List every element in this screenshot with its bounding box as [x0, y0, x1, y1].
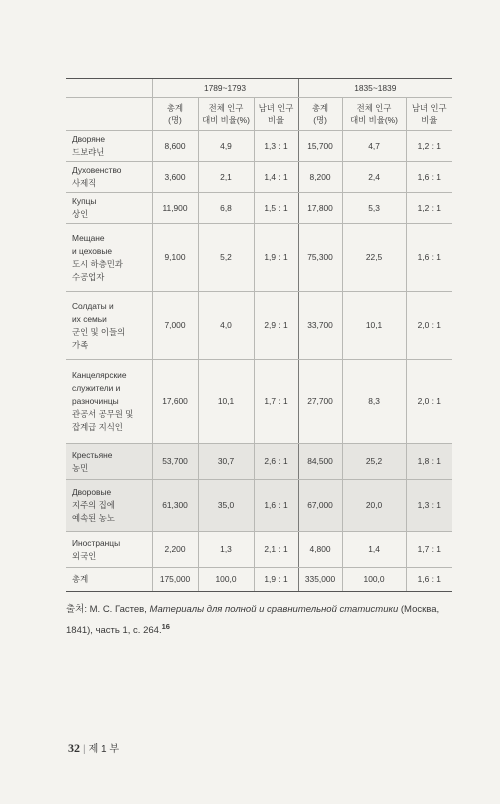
- table-cell: 10,1: [198, 360, 254, 444]
- table-cell: 8,200: [298, 162, 342, 193]
- table-cell: 15,700: [298, 131, 342, 162]
- total-label: 총계: [66, 568, 152, 592]
- total-cell: 1,9 : 1: [254, 568, 298, 592]
- row-label-russian: Крестьяне: [72, 449, 113, 460]
- table-cell: 67,000: [298, 480, 342, 532]
- table-cell: 30,7: [198, 444, 254, 480]
- table-cell: 25,2: [342, 444, 406, 480]
- row-label: [66, 131, 152, 162]
- row-label-korean: 도시 하층민과 수공업자: [72, 258, 123, 282]
- table-cell: 1,3 : 1: [406, 480, 452, 532]
- table-cell: 1,6 : 1: [254, 480, 298, 532]
- table-cell: 2,4: [342, 162, 406, 193]
- column-header: 총계 (명): [152, 98, 198, 131]
- part-label: 제 1 부: [88, 744, 120, 755]
- corner-cell: [66, 98, 152, 131]
- total-cell: 175,000: [152, 568, 198, 592]
- row-label: [66, 532, 152, 568]
- row-label: [66, 193, 152, 224]
- total-cell: 100,0: [198, 568, 254, 592]
- table-cell: 1,3: [198, 532, 254, 568]
- row-label: [66, 480, 152, 532]
- table-cell: 9,100: [152, 224, 198, 292]
- table-cell: 33,700: [298, 292, 342, 360]
- row-label: [66, 444, 152, 480]
- footnote-marker: 16: [161, 622, 170, 631]
- table-cell: 2,1 : 1: [254, 532, 298, 568]
- table-cell: 53,700: [152, 444, 198, 480]
- column-header: 남녀 인구 비율: [254, 98, 298, 131]
- table-cell: 17,600: [152, 360, 198, 444]
- row-label-korean: 외국인: [72, 550, 97, 561]
- table-cell: 1,2 : 1: [406, 193, 452, 224]
- table-cell: 17,800: [298, 193, 342, 224]
- column-header: 총계 (명): [298, 98, 342, 131]
- table-cell: 1,6 : 1: [406, 162, 452, 193]
- table-cell: 75,300: [298, 224, 342, 292]
- row-label-korean: 지주의 집에 예속된 농노: [72, 500, 115, 523]
- table-cell: 1,6 : 1: [406, 224, 452, 292]
- page-footer: 32 | 제 1 부: [68, 741, 120, 755]
- column-header: 전체 인구 대비 비율(%): [342, 98, 406, 131]
- table-cell: 10,1: [342, 292, 406, 360]
- table-cell: 6,8: [198, 193, 254, 224]
- table-cell: 1,2 : 1: [406, 131, 452, 162]
- row-label: [66, 292, 152, 360]
- table-cell: 2,6 : 1: [254, 444, 298, 480]
- table-row: [66, 444, 452, 480]
- table-cell: 1,7 : 1: [406, 532, 452, 568]
- table-cell: 2,0 : 1: [406, 292, 452, 360]
- table-row: [66, 224, 452, 292]
- table-cell: 27,700: [298, 360, 342, 444]
- row-label-korean: 농민: [72, 462, 89, 473]
- total-row: [66, 568, 452, 592]
- table-row: [66, 480, 452, 532]
- table-cell: 1,8 : 1: [406, 444, 452, 480]
- table-cell: 8,3: [342, 360, 406, 444]
- row-label-russian: Купцы: [72, 196, 97, 206]
- table-cell: 84,500: [298, 444, 342, 480]
- row-label-russian: Солдаты и их семьи: [72, 300, 114, 324]
- table-cell: 1,4 : 1: [254, 162, 298, 193]
- row-label-russian: Дворовые: [72, 487, 112, 497]
- table-cell: 22,5: [342, 224, 406, 292]
- source-suffix: (Москва, 1841), часть 1, с. 264.: [66, 604, 440, 636]
- table-cell: 3,600: [152, 162, 198, 193]
- row-label: [66, 360, 152, 444]
- row-label: [66, 162, 152, 193]
- row-label-korean: 관공서 공무원 및 잡계급 지식인: [72, 409, 134, 432]
- total-cell: 100,0: [342, 568, 406, 592]
- table-cell: 20,0: [342, 480, 406, 532]
- row-label-russian: Канцелярские служители и разночинцы: [72, 370, 127, 406]
- row-label-russian: Мещане и цеховые: [72, 232, 113, 256]
- row-label: [66, 224, 152, 292]
- table-cell: 4,0: [198, 292, 254, 360]
- population-table: [66, 78, 452, 592]
- source-prefix: 출처: М. С. Гастев,: [66, 604, 150, 615]
- table-cell: 1,7 : 1: [254, 360, 298, 444]
- table-cell: 5,2: [198, 224, 254, 292]
- row-label-russian: Дворяне: [72, 134, 106, 144]
- group-header-1835: 1835~1839: [298, 79, 452, 98]
- corner-cell: [66, 79, 152, 98]
- table-row: [66, 162, 452, 193]
- table-cell: 8,600: [152, 131, 198, 162]
- table-cell: 2,1: [198, 162, 254, 193]
- table-cell: 1,3 : 1: [254, 131, 298, 162]
- row-label-russian: Иностранцы: [72, 537, 121, 548]
- row-label-korean: 드보랴닌: [72, 147, 105, 157]
- table-cell: 4,9: [198, 131, 254, 162]
- group-header-1789: 1789~1793: [152, 79, 298, 98]
- table-cell: 4,800: [298, 532, 342, 568]
- table-cell: 1,5 : 1: [254, 193, 298, 224]
- table-cell: 4,7: [342, 131, 406, 162]
- source-note: [66, 601, 456, 639]
- table-row: [66, 193, 452, 224]
- table-cell: 7,000: [152, 292, 198, 360]
- table-row: [66, 532, 452, 568]
- table-cell: 61,300: [152, 480, 198, 532]
- column-header: 전체 인구 대비 비율(%): [198, 98, 254, 131]
- row-label-korean: 상인: [72, 209, 89, 219]
- table-row: [66, 292, 452, 360]
- total-cell: 1,6 : 1: [406, 568, 452, 592]
- table-cell: 35,0: [198, 480, 254, 532]
- table-cell: 1,4: [342, 532, 406, 568]
- table-cell: 2,9 : 1: [254, 292, 298, 360]
- table-row: [66, 131, 452, 162]
- table-cell: 2,200: [152, 532, 198, 568]
- column-header: 남녀 인구 비율: [406, 98, 452, 131]
- source-title: Материалы для полной и сравнительной статистики: [149, 604, 399, 615]
- table-cell: 2,0 : 1: [406, 360, 452, 444]
- table-row: [66, 360, 452, 444]
- table-cell: 5,3: [342, 193, 406, 224]
- row-label-korean: 사제직: [72, 178, 97, 188]
- page-number: 32: [68, 741, 80, 755]
- table-cell: 1,9 : 1: [254, 224, 298, 292]
- row-label-korean: 군인 및 이들의 가족: [72, 326, 126, 350]
- table-cell: 11,900: [152, 193, 198, 224]
- row-label-russian: Духовенство: [72, 165, 122, 175]
- total-cell: 335,000: [298, 568, 342, 592]
